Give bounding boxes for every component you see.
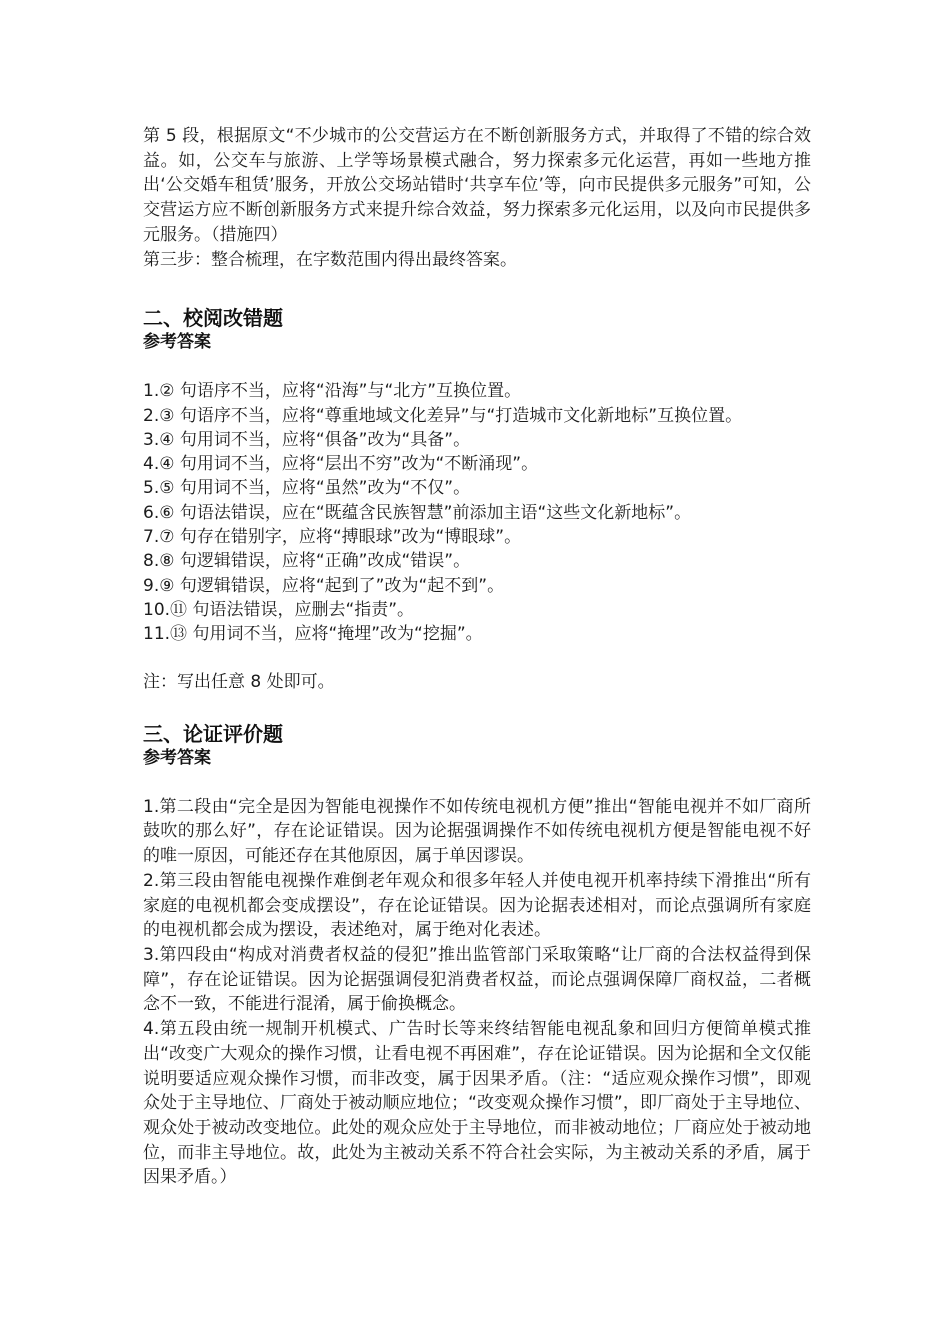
list-item: 2.第三段由智能电视操作难倒老年观众和很多年轻人并使电视开机率持续下滑推出“所有家庭的电视机都会变成摆设”，存在论证错误。因为论据表述相对，而论点强调所有家庭的电视机都会成为摆设，表述绝对，属于绝对化表述。 <box>143 870 811 941</box>
section-3-subtitle: 参考答案 <box>143 747 211 768</box>
list-item: 1.第二段由“完全是因为智能电视操作不如传统电视机方便”推出“智能电视并不如厂商所鼓吹的那么好”，存在论证错误。因为论据强调操作不如传统电视机方便是智能电视不好的唯一原因，可能还存在其他原因，属于单因谬误。 <box>143 796 811 867</box>
list-item: 8.⑧ 句逻辑错误，应将“正确”改成“错误”。 <box>143 551 471 572</box>
list-item: 11.⑬ 句用词不当，应将“掩埋”改为“挖掘”。 <box>143 624 483 645</box>
section-2-subtitle: 参考答案 <box>143 332 211 353</box>
list-item: 7.⑦ 句存在错别字，应将“搏眼球”改为“博眼球”。 <box>143 527 522 547</box>
section-3-title: 三、论证评价题 <box>143 721 283 746</box>
list-item: 4.第五段由统一规制开机模式、广告时长等来终结智能电视乱象和回归方便简单模式推出“改变广大观众的操作习惯，让看电视不再困难”，存在论证错误。因为论据和全文仅能说明要适应观众操作习惯，而非改变，属于因果矛盾。（注：“适应观众操作习惯”，即观众处于主导地位、厂商处于被动顺应地位；“改变观众操作习惯”，即厂商处于主导地位、观众处于被动改变地位。此处的观众应处于主导地位，而非被动地位；厂商应处于被动地位，而非主导地位。故，此处为主被动关系不符合社会实际，为主被动关系的矛盾，属于因果矛盾。） <box>143 1019 811 1188</box>
section-2-note: 注：写出任意 8 处即可。 <box>143 672 335 693</box>
paragraph-step-measure-four: 第 5 段，根据原文“不少城市的公交营运方在不断创新服务方式，并取得了不错的综合效益。如，公交车与旅游、上学等场景模式融合，努力探索多元化运营，再如一些地方推出‘公交婚车租赁’服务，开放公交场站错时‘共享车位’等，向市民提供多元服务”可知，公交营运方应不断创新服务方式来提升综合效益，努力探索多元化运用，以及向市民提供多元服务。（措施四） <box>143 126 811 245</box>
section-2-title: 二、校阅改错题 <box>143 306 283 331</box>
list-item: 3.④ 句用词不当，应将“俱备”改为“具备”。 <box>143 429 471 450</box>
document-page <box>143 124 811 1190</box>
paragraph-step-three: 第三步：整合梳理，在字数范围内得出最终答案。 <box>143 249 517 270</box>
list-item: 6.⑥ 句语法错误，应在“既蕴含民族智慧”前添加主语“这些文化新地标”。 <box>143 502 692 523</box>
list-item: 1.② 句语序不当，应将“沿海”与“北方”互换位置。 <box>143 381 522 402</box>
section-3-answer-list <box>143 795 811 1190</box>
list-item: 10.⑪ 句语法错误，应删去“指责”。 <box>143 599 415 620</box>
section-2-answer-list <box>143 379 811 646</box>
list-item: 2.③ 句语序不当，应将“尊重地域文化差异”与“打造城市文化新地标”互换位置。 <box>143 405 743 426</box>
list-item: 4.④ 句用词不当，应将“层出不穷”改为“不断涌现”。 <box>143 454 539 475</box>
list-item: 9.⑨ 句逻辑错误，应将“起到了”改为“起不到”。 <box>143 575 505 596</box>
list-item: 5.⑤ 句用词不当，应将“虽然”改为“不仅”。 <box>143 478 471 499</box>
list-item: 3.第四段由“构成对消费者权益的侵犯”推出监管部门采取策略“让厂商的合法权益得到保障”，存在论证错误。因为论据强调侵犯消费者权益，而论点强调保障厂商权益，二者概念不一致，不能进行混淆，属于偷换概念。 <box>143 945 811 1015</box>
